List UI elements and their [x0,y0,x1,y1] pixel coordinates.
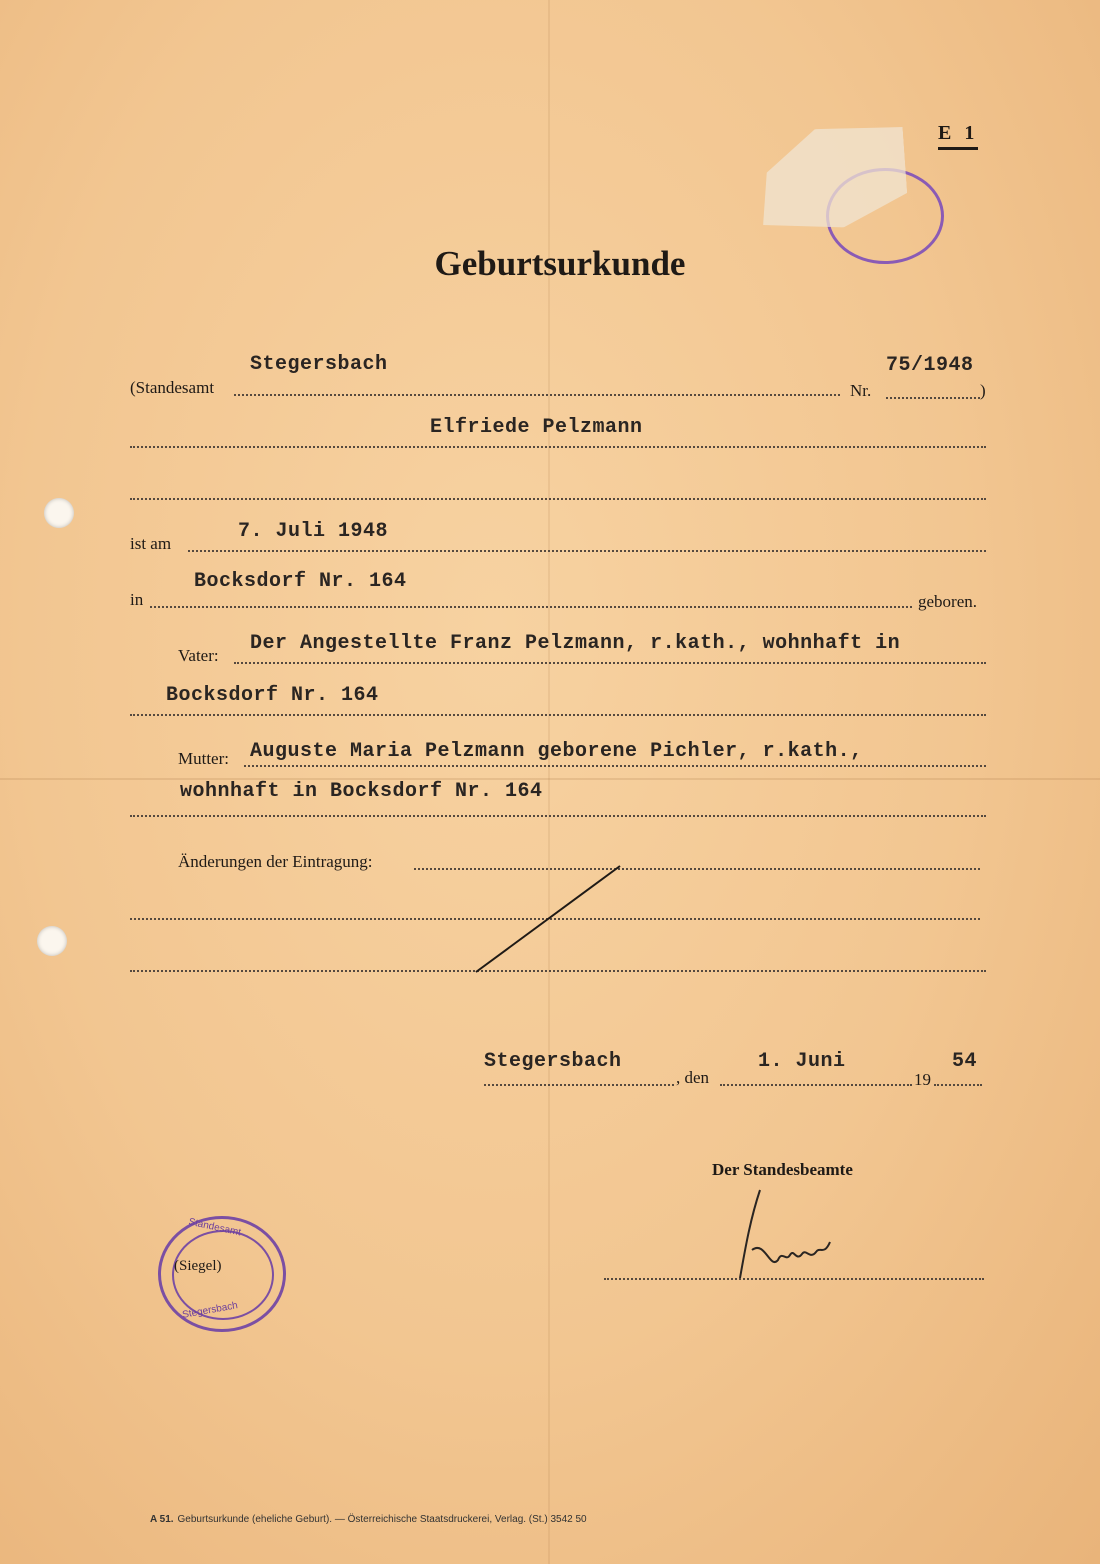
father-text-1: Der Angestellte Franz Pelzmann, r.kath., wohnhaft in [250,632,901,655]
birth-date-line [188,550,986,552]
issue-year-line [934,1084,982,1086]
birth-date-label: ist am [130,534,172,553]
issue-year-suffix: 54 [952,1050,978,1073]
seal-label: (Siegel) [174,1258,222,1274]
born-suffix: geboren. [918,592,978,611]
mother-label: Mutter: [178,749,229,768]
mother-text-2: wohnhaft in Bocksdorf Nr. 164 [180,780,543,803]
registry-office: Stegersbach [250,353,388,376]
mother-line-1 [244,765,986,767]
registry-office-line [234,394,840,396]
punch-hole-bottom [37,926,67,956]
signature-line [604,1278,984,1280]
form-id: E 1 [938,122,978,150]
birth-place-label: in [130,590,144,609]
mother-line-2 [130,815,986,817]
birth-place-line [150,606,912,608]
birth-place: Bocksdorf Nr. 164 [194,570,407,593]
paper-fold-vertical [548,0,550,1564]
child-name-line-2 [130,498,986,500]
issue-date-line [720,1084,912,1086]
seal-text-top: Standesamt [187,1216,242,1239]
child-name-line [130,446,986,448]
registry-nr-label: Nr. [850,381,872,400]
official-signature [730,1180,840,1285]
seal-text-bottom: Stegersbach [181,1300,239,1321]
child-name: Elfriede Pelzmann [430,416,643,439]
father-label: Vater: [178,646,219,665]
issue-year-prefix: 19 [914,1070,931,1089]
issue-date: 1. Juni [758,1050,846,1073]
official-label: Der Standesbeamte [712,1160,853,1179]
changes-label: Änderungen der Eintragung: [178,852,373,871]
issue-place: Stegersbach [484,1050,622,1073]
punch-hole-top [44,498,74,528]
footer-form-code: A 51. [150,1514,174,1525]
registry-nr: 75/1948 [886,354,974,377]
father-line-2 [130,714,986,716]
father-text-2: Bocksdorf Nr. 164 [166,684,379,707]
footer-text: Geburtsurkunde (eheliche Geburt). — Österreichische Staatsdruckerei, Verlag. (St.) 3542 50 [177,1514,587,1525]
paper-fold-horizontal [0,778,1100,780]
document-title: Geburtsurkunde [434,244,686,283]
registry-nr-line [886,397,980,399]
changes-strike-line [470,860,630,980]
issue-den-label: , den [676,1068,710,1087]
registry-close: ) [980,381,986,400]
mother-text-1: Auguste Maria Pelzmann geborene Pichler, r.kath., [250,740,863,763]
registry-label: (Standesamt [130,378,215,397]
father-line-1 [234,662,986,664]
birth-date: 7. Juli 1948 [238,520,389,543]
issue-place-line [484,1084,674,1086]
footer-imprint [150,1514,587,1525]
